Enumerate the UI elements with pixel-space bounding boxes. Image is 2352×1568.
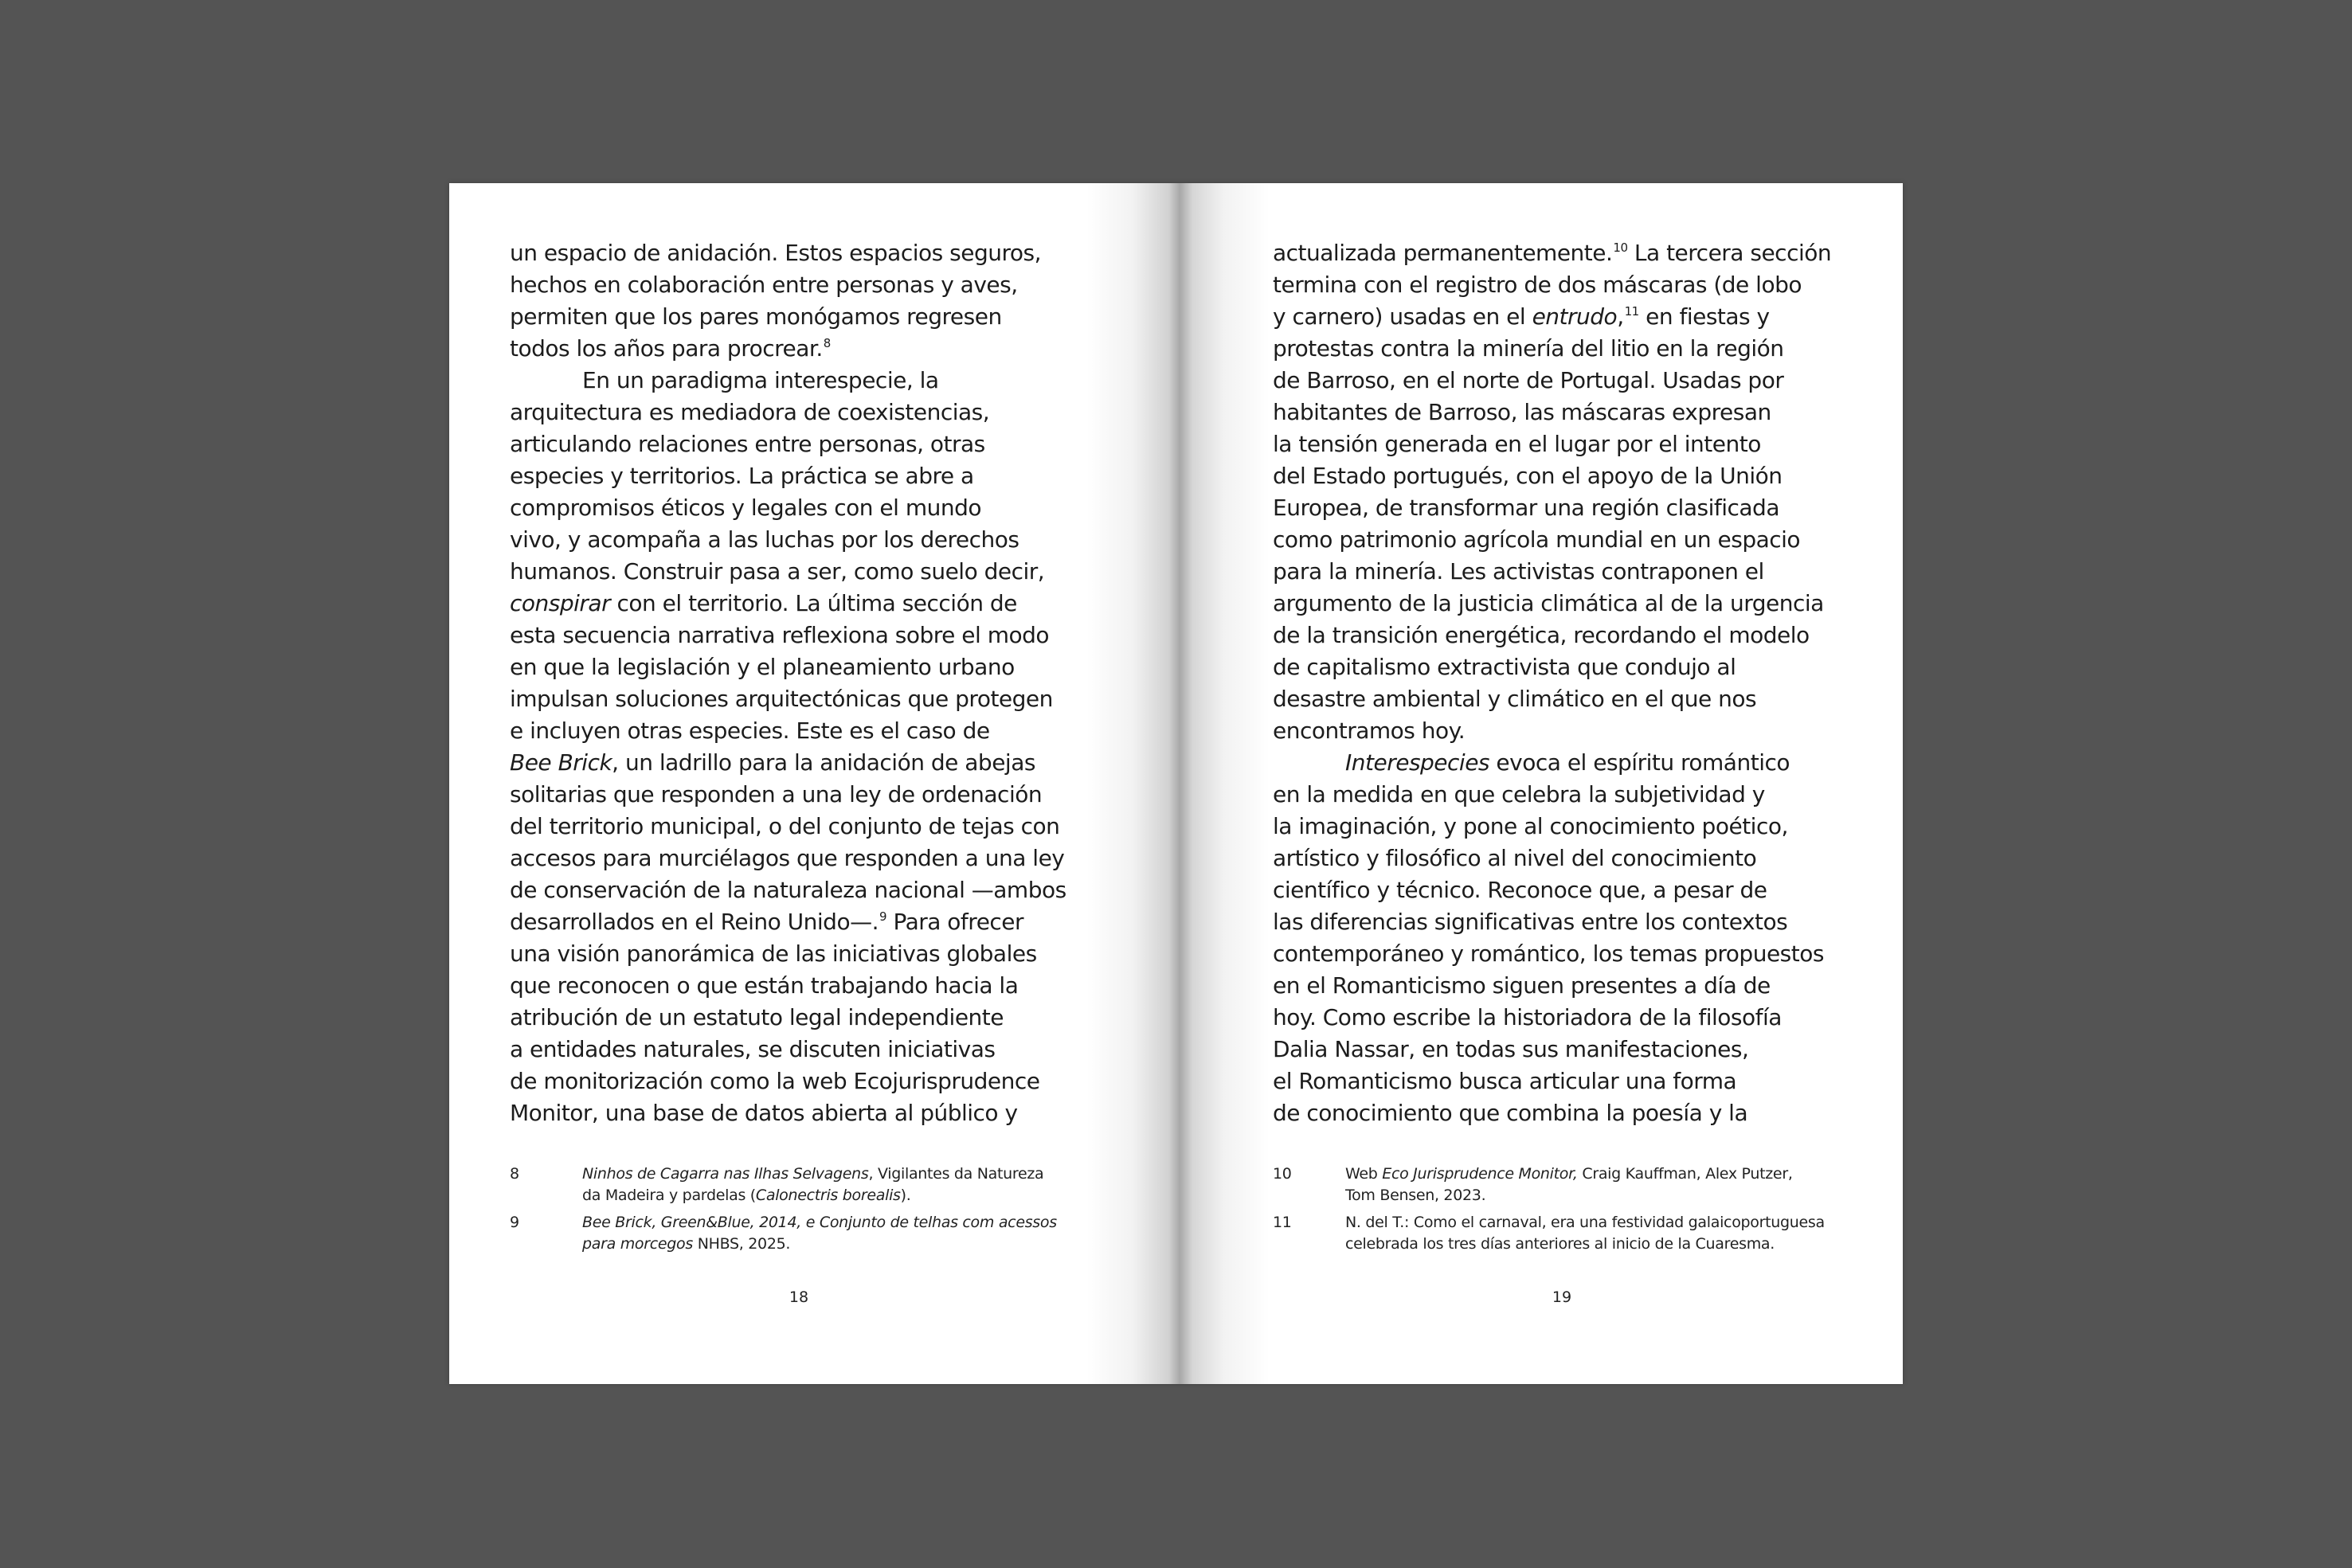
text-run: desarrollados en el Reino Unido—. bbox=[510, 909, 879, 935]
footnote-text bbox=[582, 1212, 1075, 1255]
text-line: de Barroso, en el norte de Portugal. Usadas por bbox=[1273, 367, 1784, 393]
text-line: desastre ambiental y climático en el que nos bbox=[1273, 686, 1757, 712]
text-run: La tercera sección bbox=[1627, 240, 1832, 266]
text-line: Europea, de transformar una región clasificada bbox=[1273, 495, 1779, 521]
italic-run: Calonectris borealis bbox=[755, 1187, 901, 1204]
right-page-footnotes bbox=[1273, 1163, 1846, 1261]
text-run: , bbox=[1617, 303, 1624, 330]
text-line bbox=[510, 906, 1075, 938]
text-line: como patrimonio agrícola mundial en un espacio bbox=[1273, 526, 1801, 553]
text-line: termina con el registro de dos máscaras (de lobo bbox=[1273, 272, 1802, 298]
text-line: accesos para murciélagos que responden a una ley bbox=[510, 845, 1065, 871]
page-number-left: 18 bbox=[789, 1288, 809, 1306]
text-line: el Romanticismo busca articular una forma bbox=[1273, 1068, 1737, 1094]
italic-run: Bee Brick bbox=[510, 749, 612, 776]
text-line: impulsan soluciones arquitectónicas que protegen bbox=[510, 686, 1053, 712]
text-line: permiten que los pares monógamos regresen bbox=[510, 303, 1002, 330]
book-gutter-shadow bbox=[1086, 183, 1270, 1384]
footnote-number: 9 bbox=[510, 1214, 519, 1231]
text-line: científico y técnico. Reconoce que, a pesar de bbox=[1273, 877, 1767, 903]
footnote-10 bbox=[1273, 1163, 1846, 1206]
italic-run: Bee Brick, Green&Blue, 2014, e Conjunto de telhas com acessos bbox=[582, 1214, 1057, 1231]
text-line: de capitalismo extractivista que condujo al bbox=[1273, 654, 1736, 680]
italic-run: Ninhos de Cagarra nas Ilhas Selvagens bbox=[582, 1165, 869, 1183]
right-page-body-text bbox=[1273, 237, 1846, 1129]
text-line: que reconocen o que están trabajando hacia la bbox=[510, 972, 1019, 999]
footnote-11 bbox=[1273, 1212, 1846, 1255]
text-line bbox=[1273, 301, 1846, 333]
text-run: Web bbox=[1345, 1165, 1383, 1183]
footnote-text bbox=[582, 1163, 1075, 1206]
text-run: Craig Kauffman, Alex Putzer, bbox=[1577, 1165, 1793, 1183]
text-run: todos los años para procrear. bbox=[510, 335, 823, 362]
text-run: , un ladrillo para la anidación de abejas bbox=[612, 749, 1035, 776]
text-line: para la minería. Les activistas contraponen el bbox=[1273, 558, 1764, 585]
text-line: habitantes de Barroso, las máscaras expresan bbox=[1273, 399, 1771, 425]
text-line: solitarias que responden a una ley de ordenación bbox=[510, 781, 1043, 807]
footnote-text bbox=[1345, 1163, 1846, 1206]
footnote-line bbox=[582, 1163, 1075, 1185]
italic-run: para morcegos bbox=[582, 1235, 693, 1253]
footnote-line bbox=[582, 1212, 1075, 1234]
text-line: articulando relaciones entre personas, otras bbox=[510, 431, 985, 457]
right-page bbox=[1273, 183, 1846, 1384]
text-line: la tensión generada en el lugar por el intento bbox=[1273, 431, 1761, 457]
text-line: Dalia Nassar, en todas sus manifestaciones, bbox=[1273, 1036, 1749, 1062]
italic-run: Eco Jurisprudence Monitor, bbox=[1382, 1165, 1578, 1183]
text-line bbox=[1273, 237, 1846, 269]
text-run: actualizada permanentemente. bbox=[1273, 240, 1613, 266]
text-run: y carnero) usadas en el bbox=[1273, 303, 1532, 330]
text-line: Monitor, una base de datos abierta al público y bbox=[510, 1100, 1018, 1126]
footnote-line: celebrada los tres días anteriores al inicio de la Cuaresma. bbox=[1345, 1235, 1775, 1253]
left-page-footnotes bbox=[510, 1163, 1075, 1261]
text-run: Para ofrecer bbox=[886, 909, 1024, 935]
footnote-number: 10 bbox=[1273, 1165, 1292, 1183]
footnote-line bbox=[582, 1234, 1075, 1255]
book-spread bbox=[449, 183, 1903, 1384]
text-line: vivo, y acompaña a las luchas por los derechos bbox=[510, 526, 1019, 553]
text-line: de conservación de la naturaleza nacional —ambos bbox=[510, 877, 1066, 903]
text-line: atribución de un estatuto legal independiente bbox=[510, 1004, 1004, 1030]
text-line: encontramos hoy. bbox=[1273, 718, 1466, 744]
text-line bbox=[510, 588, 1075, 620]
text-line: en el Romanticismo siguen presentes a día de bbox=[1273, 972, 1771, 999]
text-run: , Vigilantes da Natureza bbox=[868, 1165, 1044, 1183]
text-line: hechos en colaboración entre personas y aves, bbox=[510, 272, 1018, 298]
text-run: en fiestas y bbox=[1638, 303, 1770, 330]
text-line: en la medida en que celebra la subjetividad y bbox=[1273, 781, 1765, 807]
text-run: NHBS, 2025. bbox=[692, 1235, 791, 1253]
text-line: en que la legislación y el planeamiento urbano bbox=[510, 654, 1015, 680]
text-run: evoca el espíritu romántico bbox=[1489, 749, 1790, 776]
text-line: a entidades naturales, se discuten iniciativas bbox=[510, 1036, 996, 1062]
text-line: un espacio de anidación. Estos espacios seguros, bbox=[510, 240, 1041, 266]
left-page-body-text bbox=[510, 237, 1075, 1129]
text-line: una visión panorámica de las iniciativas globales bbox=[510, 940, 1037, 967]
text-line bbox=[510, 747, 1075, 779]
italic-run: Interespecies bbox=[1345, 749, 1490, 776]
text-line bbox=[510, 333, 1075, 365]
footnote-number: 11 bbox=[1273, 1214, 1292, 1231]
footnote-8 bbox=[510, 1163, 1075, 1206]
footnote-number: 8 bbox=[510, 1165, 519, 1183]
page-number-right: 19 bbox=[1552, 1288, 1572, 1306]
text-line: de la transición energética, recordando el modelo bbox=[1273, 622, 1810, 648]
text-line: compromisos éticos y legales con el mundo bbox=[510, 495, 982, 521]
footnote-line: Tom Bensen, 2023. bbox=[1345, 1187, 1486, 1204]
italic-run: entrudo bbox=[1532, 303, 1618, 330]
italic-run: conspirar bbox=[510, 590, 611, 616]
text-run: da Madeira y pardelas ( bbox=[582, 1187, 756, 1204]
text-line: las diferencias significativas entre los contextos bbox=[1273, 909, 1788, 935]
text-line: humanos. Construir pasa a ser, como suelo decir, bbox=[510, 558, 1045, 585]
text-line: arquitectura es mediadora de coexistencias, bbox=[510, 399, 990, 425]
left-page bbox=[510, 183, 1075, 1384]
text-line: argumento de la justicia climática al de la urgencia bbox=[1273, 590, 1824, 616]
text-line: del territorio municipal, o del conjunto de tejas con bbox=[510, 813, 1060, 839]
text-line bbox=[1273, 747, 1846, 779]
text-run: con el territorio. La última sección de bbox=[610, 590, 1017, 616]
text-line: artístico y filosófico al nivel del conocimiento bbox=[1273, 845, 1757, 871]
footnote-9 bbox=[510, 1212, 1075, 1255]
text-line: de conocimiento que combina la poesía y la bbox=[1273, 1100, 1748, 1126]
footnote-line bbox=[582, 1185, 1075, 1206]
footnote-line: N. del T.: Como el carnaval, era una festividad galaicoportuguesa bbox=[1345, 1214, 1825, 1231]
footnote-ref-8: 8 bbox=[823, 336, 831, 350]
text-line: protestas contra la minería del litio en la región bbox=[1273, 335, 1784, 362]
text-line: contemporáneo y romántico, los temas propuestos bbox=[1273, 940, 1824, 967]
footnote-line bbox=[1345, 1163, 1846, 1185]
text-line: del Estado portugués, con el apoyo de la Unión bbox=[1273, 463, 1783, 489]
text-line: e incluyen otras especies. Este es el caso de bbox=[510, 718, 990, 744]
text-run: ). bbox=[900, 1187, 911, 1204]
text-line: hoy. Como escribe la historiadora de la filosofía bbox=[1273, 1004, 1782, 1030]
footnote-text bbox=[1345, 1212, 1846, 1255]
text-line: En un paradigma interespecie, la bbox=[582, 367, 939, 393]
text-line: la imaginación, y pone al conocimiento poético, bbox=[1273, 813, 1788, 839]
footnote-ref-9: 9 bbox=[879, 909, 887, 924]
footnote-ref-10: 10 bbox=[1613, 240, 1628, 255]
text-line: esta secuencia narrativa reflexiona sobre el modo bbox=[510, 622, 1050, 648]
footnote-ref-11: 11 bbox=[1624, 304, 1639, 319]
text-line: de monitorización como la web Ecojurisprudence bbox=[510, 1068, 1040, 1094]
text-line: especies y territorios. La práctica se abre a bbox=[510, 463, 974, 489]
